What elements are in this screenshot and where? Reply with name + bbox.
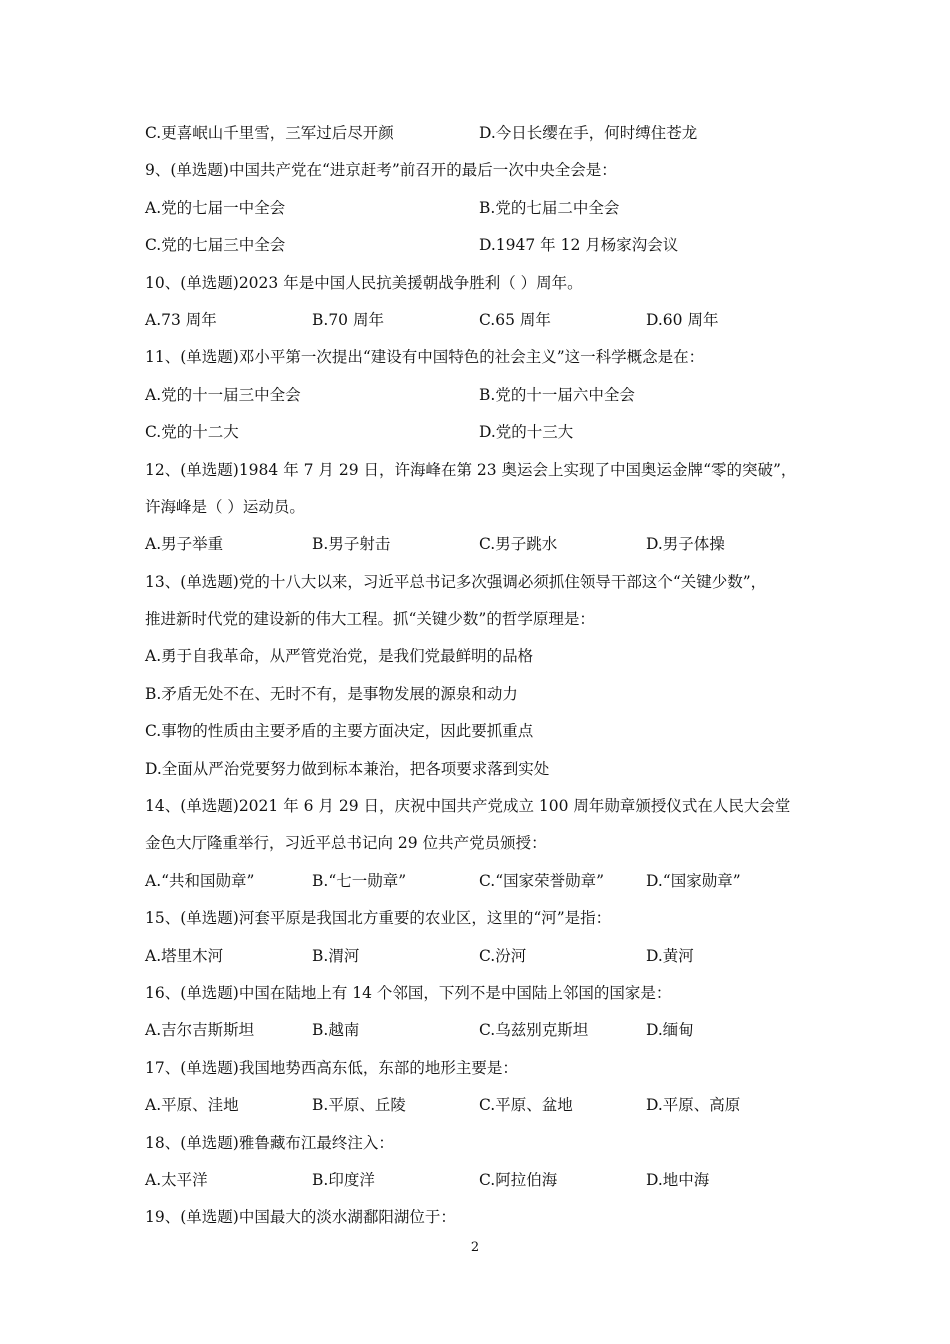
answer-option: A.党的十一届三中全会 (145, 385, 301, 404)
text-line: 11、(单选题)邓小平第一次提出“建设有中国特色的社会主义”这一科学概念是在： (145, 348, 705, 367)
answer-option: D.60 周年 (646, 310, 719, 329)
answer-option: C.党的十二大 (145, 423, 239, 442)
text-line: 金色大厅隆重举行，习近平总书记向 29 位共产党员颁授： (145, 834, 547, 853)
text-line: 18、(单选题)雅鲁藏布江最终注入： (145, 1133, 394, 1152)
text-line: 16、(单选题)中国在陆地上有 14 个邻国，下列不是中国陆上邻国的国家是： (145, 983, 672, 1002)
options-row (145, 1012, 825, 1049)
answer-option: D.缅甸 (646, 1021, 694, 1040)
answer-option: A.太平洋 (145, 1170, 208, 1189)
answer-option: C.男子跳水 (479, 535, 558, 554)
answer-option: D.党的十三大 (479, 423, 574, 442)
text-line: 15、(单选题)河套平原是我国北方重要的农业区，这里的“河”是指： (145, 909, 612, 928)
text-line: 10、(单选题)2023 年是中国人民抗美援朝战争胜利（ ）周年。 (145, 273, 583, 292)
options-row (145, 1087, 825, 1124)
options-row (145, 414, 825, 451)
options-row (145, 190, 825, 227)
answer-option: C.65 周年 (479, 310, 551, 329)
answer-option: D.今日长缨在手，何时缚住苍龙 (479, 124, 698, 142)
answer-option: A.党的七届一中全会 (145, 198, 286, 217)
answer-option: B.越南 (312, 1021, 360, 1040)
options-row (145, 115, 825, 152)
answer-option: D.平原、高原 (646, 1096, 741, 1115)
text-line: 14、(单选题)2021 年 6 月 29 日，庆祝中国共产党成立 100 周年勋章颁授仪式在人民大会堂 (145, 797, 791, 816)
answer-option: B.70 周年 (312, 310, 384, 329)
text-line: 12、(单选题)1984 年 7 月 29 日，许海峰在第 23 奥运会上实现了中国奥运金牌“零的突破”， (145, 460, 797, 479)
answer-option: B.男子射击 (312, 535, 391, 554)
answer-option: C.乌兹别克斯坦 (479, 1021, 589, 1040)
page-number: 2 (470, 1240, 480, 1255)
text-line: A.勇于自我革命，从严管党治党，是我们党最鲜明的品格 (145, 647, 534, 666)
answer-option: D.黄河 (646, 946, 694, 965)
text-line: 13、(单选题)党的十八大以来，习近平总书记多次强调必须抓住领导干部这个“关键少数”， (145, 572, 767, 591)
answer-option: D.男子体操 (646, 535, 725, 554)
text-line: 推进新时代党的建设新的伟大工程。抓“关键少数”的哲学原理是： (145, 610, 595, 629)
answer-option: A.塔里木河 (145, 946, 224, 965)
answer-option: B.党的七届二中全会 (479, 198, 620, 217)
text-line: 17、(单选题)我国地势西高东低，东部的地形主要是： (145, 1058, 518, 1077)
options-row (145, 377, 825, 414)
answer-option: A.73 周年 (145, 310, 217, 329)
question-list (145, 115, 825, 1237)
text-line: C.事物的性质由主要矛盾的主要方面决定，因此要抓重点 (145, 722, 534, 741)
options-row (145, 863, 825, 900)
text-line: D.全面从严治党要努力做到标本兼治，把各项要求落到实处 (145, 759, 550, 778)
answer-option: C.“国家荣誉勋章” (479, 871, 605, 890)
answer-option: A.“共和国勋章” (145, 871, 255, 890)
answer-option: A.男子举重 (145, 535, 224, 554)
options-row (145, 302, 825, 339)
text-line: 19、(单选题)中国最大的淡水湖鄱阳湖位于： (145, 1208, 456, 1227)
answer-option: D.地中海 (646, 1170, 710, 1189)
answer-option: C.平原、盆地 (479, 1096, 573, 1115)
answer-option: B.印度洋 (312, 1170, 375, 1189)
options-row (145, 526, 825, 563)
answer-option: B.党的十一届六中全会 (479, 385, 635, 404)
text-line: 许海峰是（ ）运动员。 (145, 497, 305, 516)
options-row (145, 938, 825, 975)
answer-option: A.吉尔吉斯斯坦 (145, 1021, 255, 1040)
answer-option: D.“国家勋章” (646, 871, 741, 890)
answer-option: C.党的七届三中全会 (145, 236, 286, 255)
answer-option: C.阿拉伯海 (479, 1170, 558, 1189)
answer-option: C.更喜岷山千里雪，三军过后尽开颜 (145, 124, 394, 142)
answer-option: B.渭河 (312, 946, 360, 965)
answer-option: B.“七一勋章” (312, 871, 407, 890)
options-row (145, 227, 825, 264)
text-line: B.矛盾无处不在、无时不有，是事物发展的源泉和动力 (145, 684, 518, 703)
text-line: 9、(单选题)中国共产党在“进京赶考”前召开的最后一次中央全会是： (145, 161, 617, 180)
answer-option: D.1947 年 12 月杨家沟会议 (479, 236, 679, 255)
answer-option: B.平原、丘陵 (312, 1096, 406, 1115)
answer-option: A.平原、洼地 (145, 1096, 239, 1115)
options-row (145, 1162, 825, 1199)
answer-option: C.汾河 (479, 946, 527, 965)
